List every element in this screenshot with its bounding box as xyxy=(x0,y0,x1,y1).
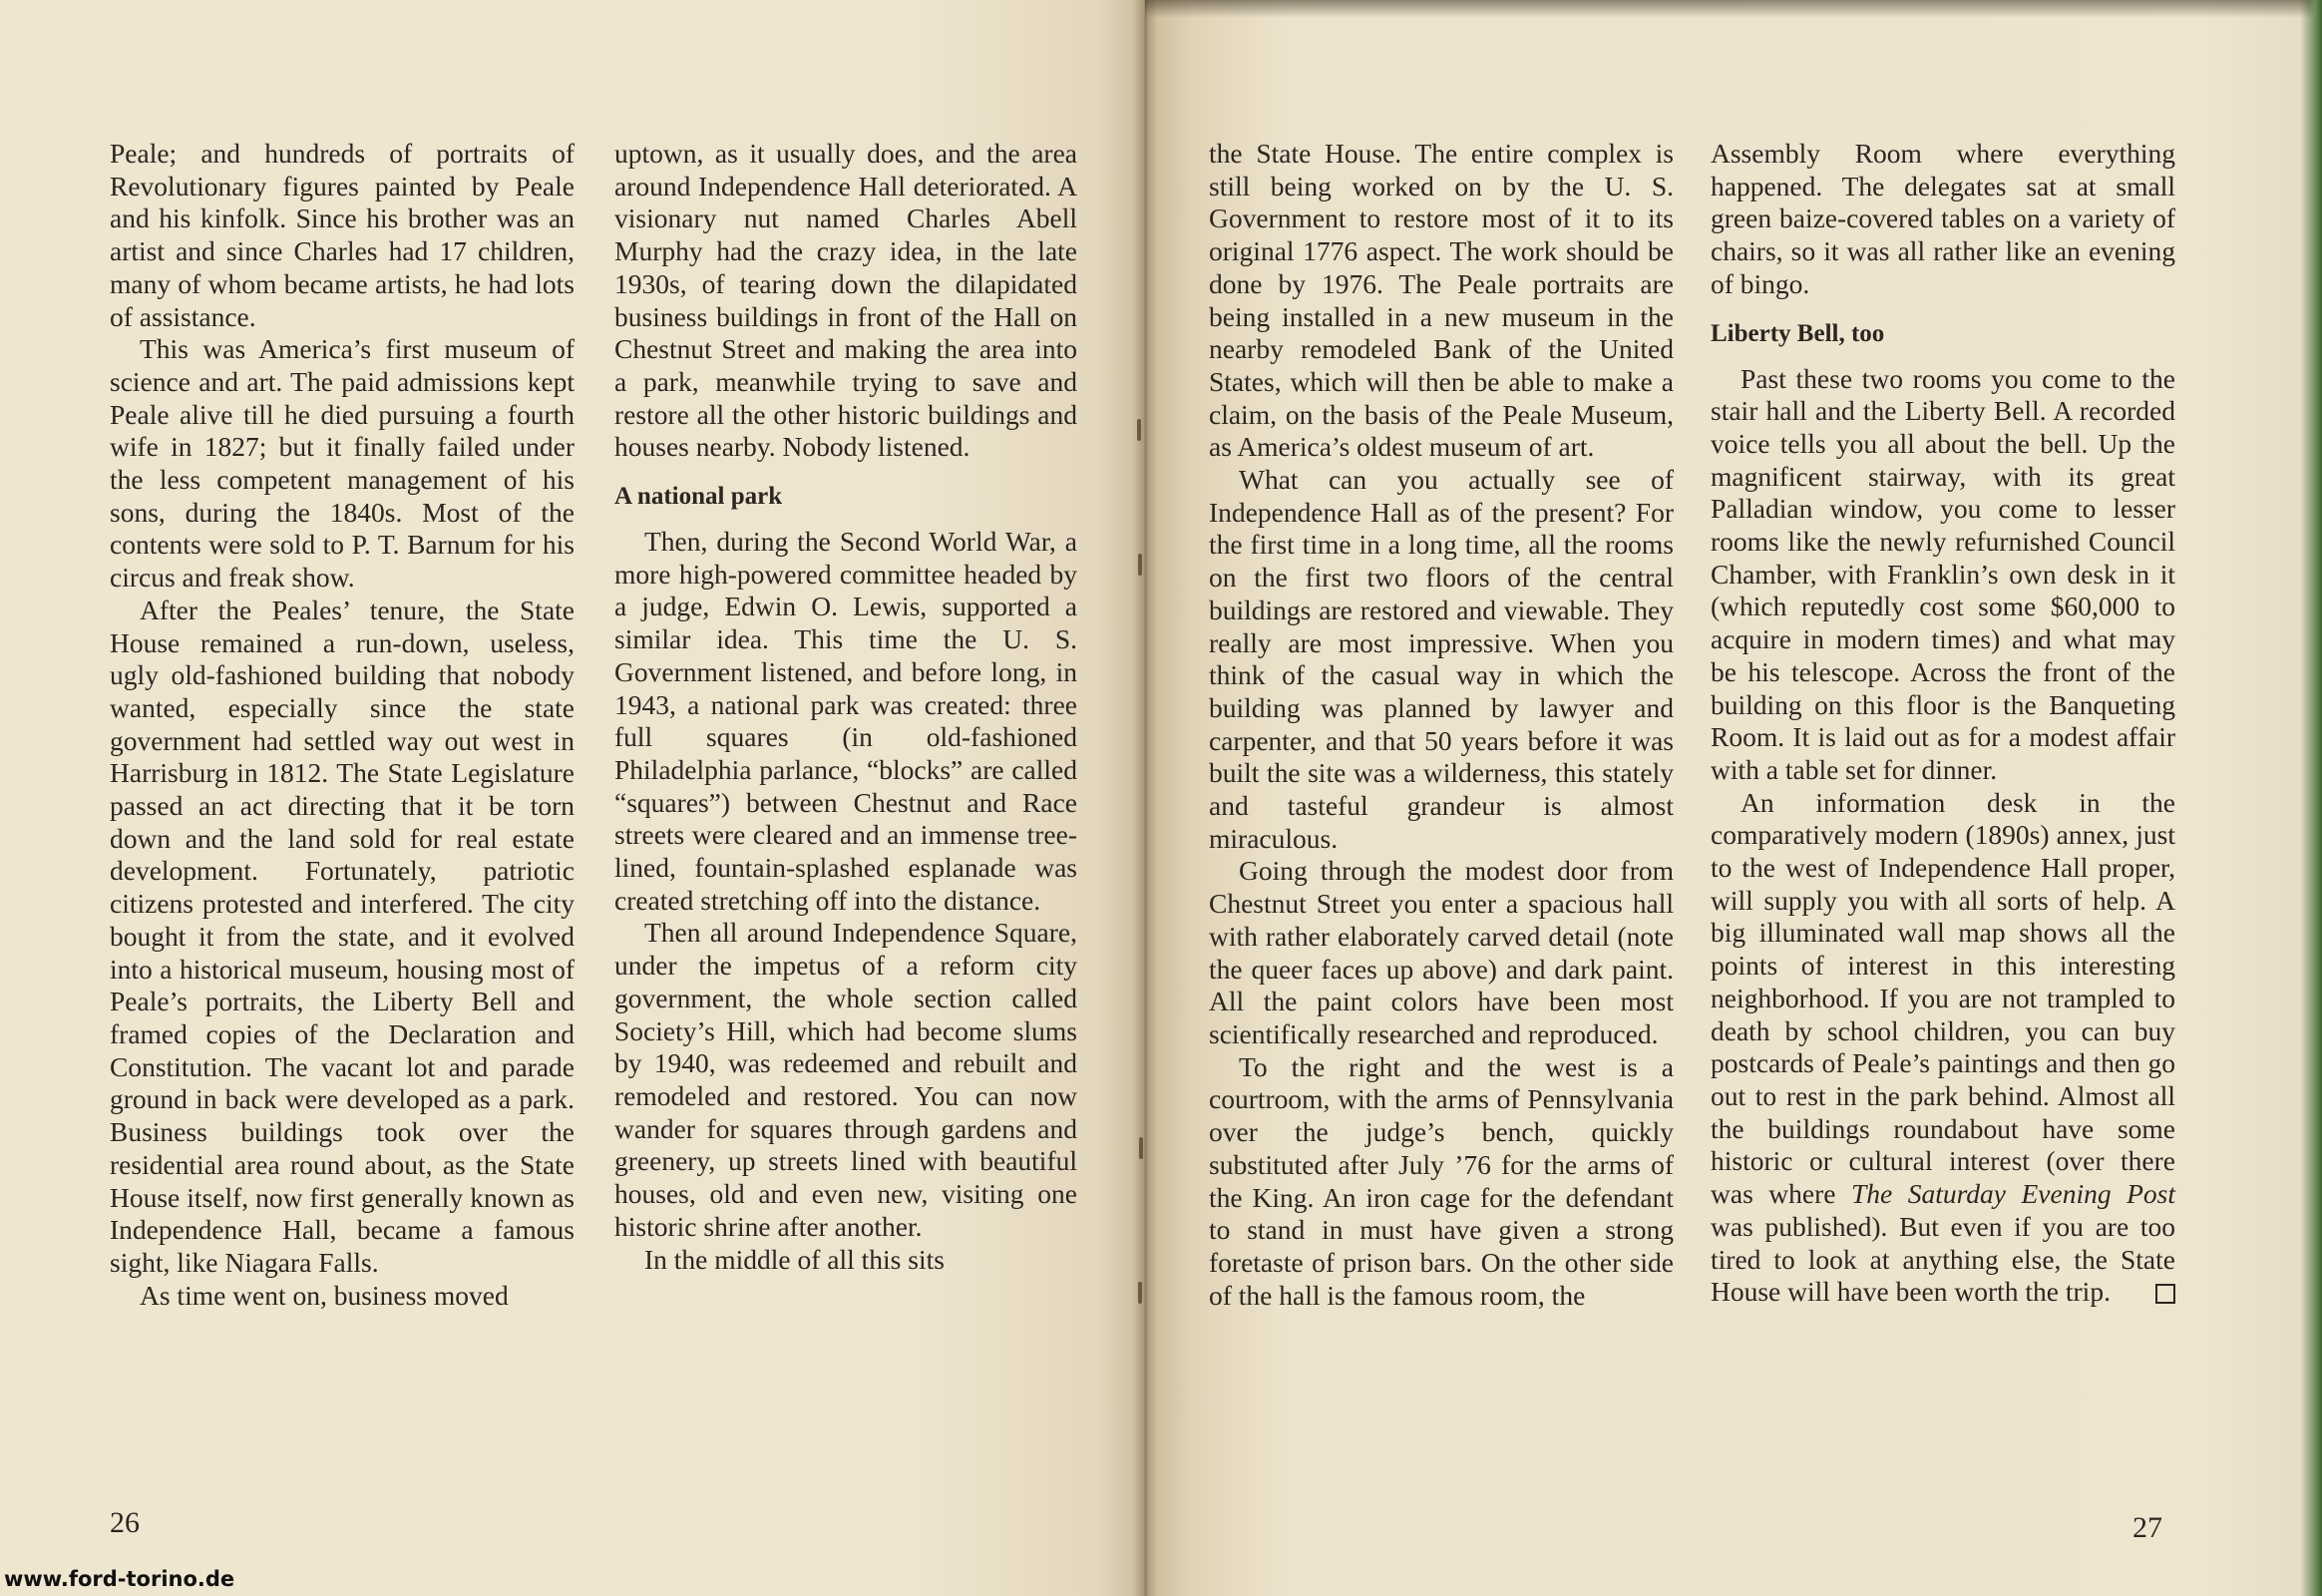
paragraph: Past these two rooms you come to the stair hall and the Liberty Bell. A recorded voice tells you all about the bell. Up the magnificent stairway, with its great Palladian window, you come to lesser rooms like the newly refurnished Council Chamber, with Franklin’s own desk in it (which reputedly cost some $60,000 to acquire in modern times) and what may be his telescope. Across the front of the building on this floor is the Banqueting Room. It is laid out as for a modest affair with a table set for dinner. xyxy=(1711,362,2175,785)
paragraph: uptown, as it usually does, and the area around Independence Hall deteriorated. A visionary nut named Charles Abell Murphy had the crazy idea, in the late 1930s, of tearing down the dilapidated business buildings in front of the Hall on Chestnut Street and making the area into a park, meanwhile trying to save and restore all the other historic buildings and houses nearby. Nobody listened. xyxy=(614,138,1077,463)
page-number: 26 xyxy=(110,1506,140,1539)
right-column-2 xyxy=(1711,138,2175,1309)
section-heading: Liberty Bell, too xyxy=(1711,319,1885,347)
right-column-1 xyxy=(1209,138,1674,1312)
staple-mark xyxy=(1138,1282,1142,1304)
section-heading: A national park xyxy=(614,483,783,511)
left-column-2 xyxy=(614,138,1077,1276)
paragraph: What can you actually see of Independence Hall as of the present? For the first time in a long time, all the rooms on the first two floors of the central buildings are restored and viewable. They really are most impressive. When you think of the casual way in which the building was planned by lawyer and carpenter, and that 50 years before it was built the site was a wilderness, this stately and tasteful grandeur is almost miraculous. xyxy=(1209,464,1674,854)
staple-mark xyxy=(1139,1137,1143,1159)
paragraph: After the Peales’ tenure, the State House remained a run-down, useless, ugly old-fashioned building that nobody wanted, especially since the state government had settled way out west in Harrisburg in 1812. The State Legislature passed an act directing that it be torn down and the land sold for real estate development. Fortunately, patriotic citizens protested and interfered. The city bought it from the state, and it evolved into a historical museum, housing most of Peale’s portraits, the Liberty Bell and framed copies of the Declaration and Constitution. The vacant lot and parade ground in back were developed as a park. Business buildings took over the residential area round about, as the State House itself, now first generally known as Independence Hall, became a famous sight, like Niagara Falls. xyxy=(110,594,575,1278)
staple-mark xyxy=(1137,419,1141,441)
cover-edge xyxy=(2300,0,2322,1596)
top-shadow xyxy=(1145,0,2322,18)
text-run: An information desk in the comparatively modern (1890s) annex, just to the west of Independence Hall proper, will supply you with all sorts of help. A big illuminated wall map shows all the points of interest in this interesting neighborhood. If you are not trampled to death by school children, you can buy postcards of Peale’s paintings and then go out to rest in the park behind. Almost all the buildings roundabout have some historic or cultural interest (over there was where xyxy=(1711,786,2175,1210)
paragraph xyxy=(1711,787,2175,1309)
paragraph: Then all around Independence Square, under the impetus of a reform city government, the whole section called Society’s Hill, which had become slums by 1940, was redeemed and rebuilt and remodeled and restored. You can now wander for squares through gardens and greenery, up streets lined with beautiful houses, old and even new, visiting one historic shrine after another. xyxy=(614,917,1077,1242)
paragraph: Then, during the Second World War, a more high-powered committee headed by a judge, Edwin O. Lewis, supported a similar idea. This time the U. S. Government listened, and before long, in 1943, a national park was created: three full squares (in old-fashioned Philadelphia parlance, “blocks” are called “squares”) between Chestnut and Race streets were cleared and an immense tree-lined, fountain-splashed esplanade was created stretching off into the distance. xyxy=(614,526,1077,916)
publication-title: The Saturday Evening Post xyxy=(1850,1178,2175,1210)
paragraph: As time went on, business moved xyxy=(140,1279,509,1311)
book-gutter xyxy=(1133,0,1157,1596)
paragraph: In the middle of all this sits xyxy=(644,1243,945,1275)
left-column-1 xyxy=(110,138,575,1312)
staple-mark xyxy=(1138,554,1142,576)
paragraph: This was America’s first museum of science and art. The paid admissions kept Peale alive till he died pursuing a fourth wife in 1827; but it finally failed under the less competent management of his sons, during the 1840s. Most of the contents were sold to P. T. Barnum for his circus and freak show. xyxy=(110,333,575,594)
paragraph: Peale; and hundreds of portraits of Revolutionary figures painted by Peale and his kinfolk. Since his brother was an artist and since Charles had 17 children, many of whom became artists, he had lots of assistance. xyxy=(110,138,575,332)
paragraph: Going through the modest door from Chestnut Street you enter a spacious hall with rather elaborately carved detail (note the queer faces up above) and dark paint. All the paint colors have been most scientifically researched and reproduced. xyxy=(1209,855,1674,1049)
page-number: 27 xyxy=(2132,1511,2162,1544)
paragraph: Assembly Room where everything happened. The delegates sat at small green baize-covered tables on a variety of chairs, so it was all rather like an evening of bingo. xyxy=(1711,138,2175,299)
paragraph: To the right and the west is a courtroom, with the arms of Pennsylvania over the judge’s bench, quickly substituted after July ’76 for the arms of the King. An iron cage for the defendant to stand in must have given a strong foretaste of prison bars. On the other side of the hall is the famous room, the xyxy=(1209,1050,1674,1311)
watermark: www.ford-torino.de xyxy=(4,1567,235,1591)
end-mark-icon xyxy=(2155,1284,2175,1304)
paragraph: the State House. The entire complex is still being worked on by the U. S. Government to restore most of it to its original 1776 aspect. The work should be done by 1976. The Peale portraits are being installed in a new museum in the nearby remodeled Bank of the United States, which will then be able to make a claim, on the basis of the Peale Museum, as America’s oldest museum of art. xyxy=(1209,138,1674,463)
text-run: was published). But even if you are too tired to look at anything else, the State House will have been worth the trip. xyxy=(1711,1210,2175,1308)
